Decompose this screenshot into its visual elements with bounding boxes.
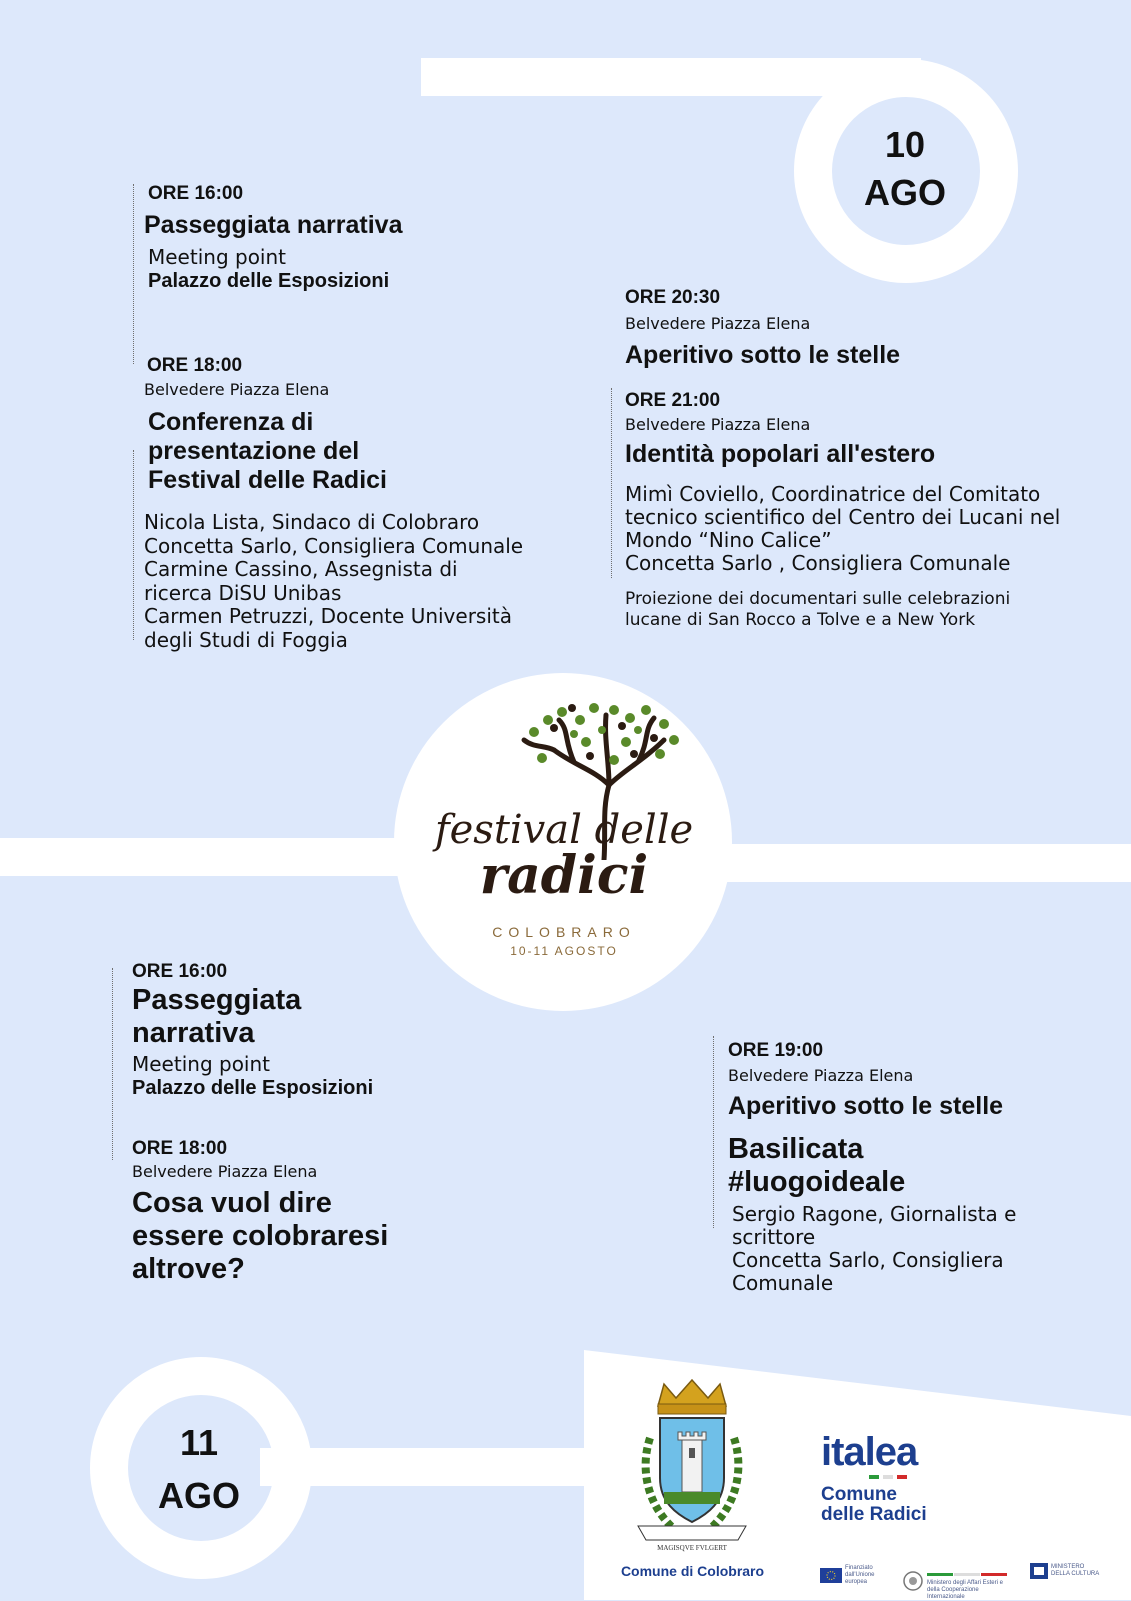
colobraro-crest bbox=[620, 1378, 764, 1558]
day2-event-1900 bbox=[728, 1040, 1108, 1295]
event-time: ORE 21:00 bbox=[625, 390, 721, 411]
comune-label: Comune di Colobraro bbox=[620, 1563, 765, 1579]
speaker-line: Comunale bbox=[732, 1271, 834, 1295]
event-title-line: Passeggiata bbox=[132, 984, 302, 1016]
speaker-line: Carmine Cassino, Assegnista di bbox=[144, 557, 458, 581]
event-title: Aperitivo sotto le stelle bbox=[728, 1092, 1004, 1120]
event-title bbox=[132, 1187, 552, 1286]
timeline-day2-left bbox=[112, 968, 113, 1160]
speaker-line: Concetta Sarlo, Consigliera bbox=[732, 1248, 1004, 1272]
timeline-day1-right bbox=[611, 388, 612, 578]
day1-event-1800 bbox=[144, 355, 564, 652]
speaker-line: Nicola Lista, Sindaco di Colobraro bbox=[144, 510, 480, 534]
event-time: ORE 16:00 bbox=[148, 183, 244, 204]
event-title-line: narrativa bbox=[132, 1017, 255, 1049]
event-speakers bbox=[625, 483, 1115, 575]
note-line: lucane di San Rocco a Tolve e a New York bbox=[625, 610, 976, 630]
timeline-day1-left-b bbox=[133, 450, 134, 640]
festival-logo-line1: festival delle bbox=[434, 807, 694, 853]
italea-wordmark: italea bbox=[821, 1430, 918, 1474]
partner-eu bbox=[820, 1565, 900, 1586]
speaker-line: Mondo “Nino Calice” bbox=[625, 528, 832, 552]
partner-maeci-label: Ministero degli Affari Esteri e della Cooperazione Internazionale bbox=[927, 1580, 1003, 1600]
event-place: Belvedere Piazza Elena bbox=[625, 314, 811, 333]
note-line: Proiezione dei documentari sulle celebrazioni bbox=[625, 589, 1011, 609]
partner-maeci bbox=[902, 1561, 1018, 1601]
timeline-day1-left-a bbox=[133, 184, 134, 364]
event-place: Belvedere Piazza Elena bbox=[144, 380, 330, 399]
date-day2-number: 11 bbox=[179, 1422, 219, 1463]
event-title bbox=[132, 984, 552, 1050]
event-time: ORE 16:00 bbox=[132, 961, 228, 982]
day1-event-1600 bbox=[144, 183, 564, 293]
speaker-line: scrittore bbox=[732, 1225, 816, 1249]
timeline-day2-right bbox=[713, 1036, 714, 1228]
event-meeting-place: Palazzo delle Esposizioni bbox=[148, 270, 390, 292]
eu-flag-icon bbox=[820, 1568, 842, 1583]
date-day1 bbox=[830, 122, 980, 218]
ministry-culture-icon bbox=[1030, 1563, 1048, 1579]
event-time: ORE 20:30 bbox=[625, 287, 721, 308]
event-title-line: essere colobraresi bbox=[132, 1220, 389, 1252]
italian-flag-icon bbox=[869, 1473, 909, 1481]
tricolor-line-icon bbox=[927, 1573, 1007, 1576]
event-subtitle-line: #luogoideale bbox=[728, 1166, 906, 1198]
day2-event-1800 bbox=[132, 1138, 552, 1286]
crest-motto: MAGISQVE FVLGERT bbox=[657, 1544, 727, 1552]
italea-sub-line2: delle Radici bbox=[821, 1504, 927, 1525]
event-subtitle bbox=[728, 1133, 1108, 1199]
event-title-line: Cosa vuol dire bbox=[132, 1187, 332, 1219]
day1-event-2030 bbox=[625, 287, 1095, 370]
event-meeting-label: Meeting point bbox=[148, 245, 286, 269]
speaker-line: degli Studi di Foggia bbox=[144, 627, 348, 652]
speaker-line: Concetta Sarlo, Consigliera Comunale bbox=[144, 533, 524, 558]
speaker-line: Carmen Petruzzi, Docente Università bbox=[144, 604, 512, 628]
event-speakers bbox=[144, 511, 564, 652]
event-title-line: Conferenza di bbox=[148, 408, 314, 436]
event-title: Identità popolari all'estero bbox=[625, 440, 936, 468]
partner-maeci-text bbox=[927, 1561, 1015, 1601]
event-time: ORE 19:00 bbox=[728, 1040, 824, 1061]
event-place: Belvedere Piazza Elena bbox=[132, 1162, 318, 1181]
event-subtitle-line: Basilicata bbox=[728, 1133, 864, 1165]
event-time: ORE 18:00 bbox=[147, 355, 243, 376]
event-note bbox=[625, 589, 1115, 631]
event-time: ORE 18:00 bbox=[132, 1138, 228, 1159]
speaker-line: ricerca DiSU Unibas bbox=[144, 580, 342, 605]
partner-eu-label: Finanziato dall'Unione europea bbox=[845, 1565, 875, 1585]
date-day2 bbox=[124, 1418, 274, 1524]
partner-mic bbox=[1030, 1563, 1110, 1579]
day2-event-1600 bbox=[132, 961, 552, 1100]
event-place: Belvedere Piazza Elena bbox=[728, 1066, 914, 1085]
day1-event-2100 bbox=[625, 390, 1115, 631]
event-title: Passeggiata narrativa bbox=[144, 211, 403, 239]
event-place: Belvedere Piazza Elena bbox=[625, 415, 811, 434]
event-title bbox=[148, 408, 564, 495]
speaker-line: Mimì Coviello, Coordinatrice del Comitato bbox=[625, 482, 1041, 506]
event-meeting-label: Meeting point bbox=[132, 1052, 270, 1076]
event-speakers bbox=[732, 1203, 1108, 1295]
event-meeting-place: Palazzo delle Esposizioni bbox=[132, 1077, 374, 1099]
date-day2-month: AGO bbox=[157, 1475, 240, 1516]
republic-emblem-icon bbox=[902, 1570, 924, 1592]
speaker-line: tecnico scientifico del Centro dei Lucani nel bbox=[625, 505, 1061, 529]
date-day1-number: 10 bbox=[884, 124, 926, 165]
festival-logo-line2: radici bbox=[479, 845, 649, 906]
italea-sub-line1: Comune bbox=[821, 1484, 897, 1505]
speaker-line: Sergio Ragone, Giornalista e bbox=[732, 1202, 1017, 1226]
event-title: Aperitivo sotto le stelle bbox=[625, 341, 901, 369]
partner-mic-label: MINISTERO DELLA CULTURA bbox=[1051, 1564, 1100, 1577]
date-day1-month: AGO bbox=[863, 172, 946, 213]
festival-logo-place: COLOBRARO bbox=[492, 924, 636, 940]
event-title-line: Festival delle Radici bbox=[148, 466, 387, 494]
festival-logo-dates: 10-11 AGOSTO bbox=[510, 944, 618, 958]
event-title-line: presentazione del bbox=[148, 437, 360, 465]
speaker-line: Concetta Sarlo , Consigliera Comunale bbox=[625, 551, 1011, 575]
event-title-line: altrove? bbox=[132, 1253, 245, 1285]
italea-logo bbox=[821, 1431, 951, 1525]
